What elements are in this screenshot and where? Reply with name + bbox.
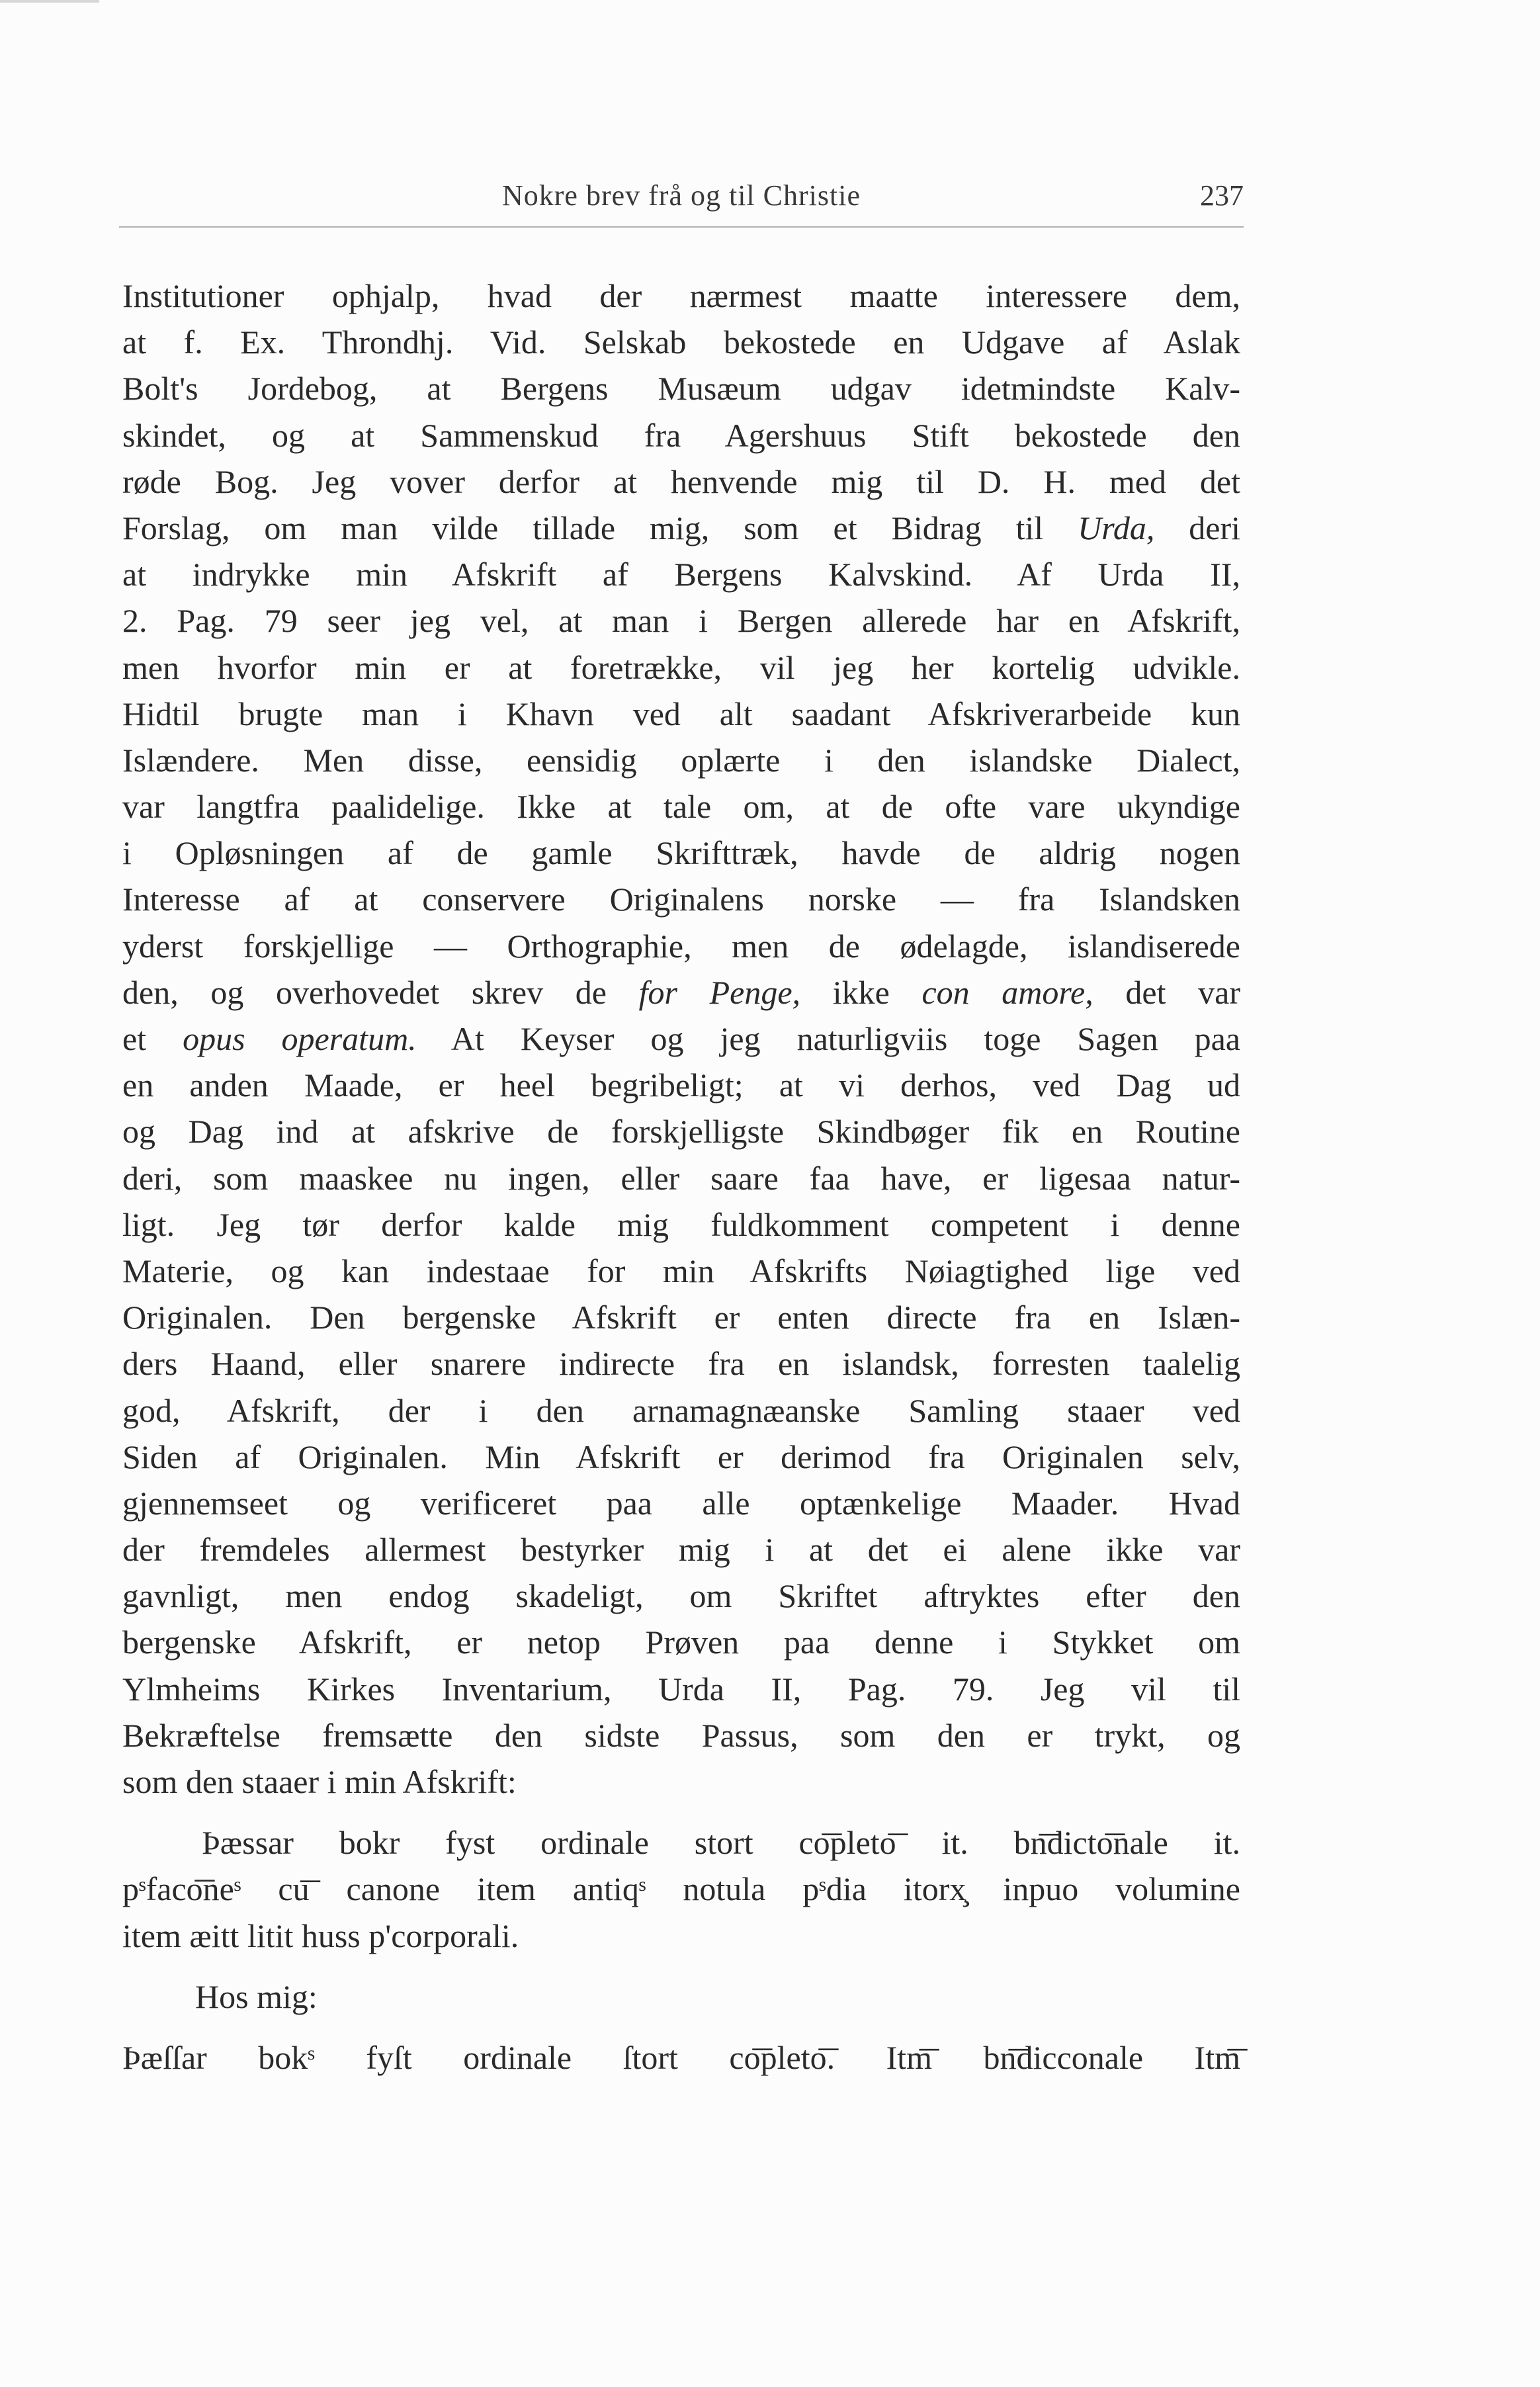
text-line — [122, 1062, 1240, 1108]
text-segment: Hidtil brugte man i Khavn ved alt saadant Afskriverarbeide kun — [122, 695, 1240, 732]
spacer — [122, 1805, 1240, 1819]
text-line — [122, 691, 1240, 737]
text-segment: Islændere. Men disse, eensidig oplærte i den islandske Dialect, — [122, 741, 1240, 779]
italic-text: Urda, — [1078, 509, 1155, 546]
text-line — [122, 458, 1240, 505]
text-segment: At Keyser og jeg naturligviis toge Sagen paa — [416, 1020, 1240, 1057]
text-segment: ligt. Jeg tør derfor kalde mig fuldkomment competent i denne — [122, 1205, 1240, 1243]
text-line — [122, 412, 1240, 458]
text-line — [122, 273, 1240, 319]
text-segment: i Opløsningen af de gamle Skrifttræk, havde de aldrig nogen — [122, 834, 1240, 872]
text-segment: Originalen. Den bergenske Afskrift er enten directe fra en Islæn- — [122, 1299, 1240, 1336]
text-segment: Materie, og kan indestaae for min Afskrifts Nøiagtighed lige ved — [122, 1252, 1240, 1289]
text-line — [122, 1387, 1240, 1434]
text-segment: at indrykke min Afskrift af Bergens Kalvskind. Af Urda II, — [122, 556, 1240, 593]
text-line — [122, 876, 1240, 922]
text-segment: Forslag, om man vilde tillade mig, som et Bidrag til — [122, 509, 1078, 546]
page-number: 237 — [1200, 179, 1244, 212]
text-segment: Interesse af at conservere Originalens norske — fra Islandsken — [122, 881, 1240, 918]
text-line — [122, 1294, 1240, 1340]
text-segment: 2. Pag. 79 seer jeg vel, at man i Bergen allerede har en Afskrift, — [122, 602, 1240, 640]
text-line — [122, 1526, 1240, 1573]
text-line — [122, 551, 1240, 597]
scan-edge-mark — [0, 0, 99, 3]
text-line — [122, 365, 1240, 412]
text-segment: der fremdeles allermest bestyrker mig i at det ei alene ikke var — [122, 1531, 1240, 1569]
quote-line: Þæssar bokr fyst ordinale stort co͞pleto͞ it. bn͞dicto͞nale it. — [202, 1824, 1240, 1862]
italic-text: opus operatum. — [183, 1020, 417, 1057]
text-segment: Bekræftelse fremsætte den sidste Passus, som den er trykt, og — [122, 1716, 1240, 1754]
text-segment: at f. Ex. Throndhj. Vid. Selskab bekostede en Udgave af Aslak — [122, 324, 1240, 361]
header-rule — [119, 226, 1244, 228]
text-segment: som den staaer i min Afskrift: — [122, 1763, 517, 1800]
text-segment: gjennemseet og verificeret paa alle optænkelige Maader. Hvad — [122, 1484, 1240, 1522]
text-line — [122, 1434, 1240, 1480]
spacer — [122, 2020, 1240, 2034]
text-line — [122, 1340, 1240, 1387]
text-segment: yderst forskjellige — Orthographie, men de ødelagde, islandiserede — [122, 927, 1240, 965]
text-segment: det var — [1093, 973, 1240, 1011]
running-head — [119, 179, 1244, 225]
spacer — [122, 1959, 1240, 1974]
quote-line: item æitt litit huss p'corporali. — [122, 1917, 519, 1954]
text-segment: gavnligt, men endog skadeligt, om Skriftet aftryktes efter den — [122, 1577, 1240, 1615]
text-segment: god, Afskrift, der i den arnamagnæanske Samling staaer ved — [122, 1391, 1240, 1429]
italic-text: con amore, — [921, 973, 1093, 1011]
text-segment: Siden af Originalen. Min Afskrift er derimod fra Originalen selv, — [122, 1438, 1240, 1475]
text-line — [122, 597, 1240, 644]
text-line — [122, 644, 1240, 691]
text-line — [122, 969, 1240, 1016]
text-segment: bergenske Afskrift, er netop Prøven paa denne i Stykket om — [122, 1624, 1240, 1661]
text-line — [122, 319, 1240, 365]
text-line — [122, 923, 1240, 969]
text-line — [122, 783, 1240, 830]
text-segment: Bolt's Jordebog, at Bergens Musæum udgav idetmindste Kalv- — [122, 370, 1240, 408]
text-segment: et — [122, 1020, 183, 1057]
text-line — [122, 1248, 1240, 1294]
text-segment: Institutioner ophjalp, hvad der nærmest maatte interessere dem, — [122, 277, 1240, 314]
text-line — [122, 1666, 1240, 1712]
text-segment: ders Haand, eller snarere indirecte fra en islandsk, forresten taalelig — [122, 1345, 1240, 1383]
paragraph — [122, 273, 1240, 1805]
text-line — [122, 1108, 1240, 1154]
text-segment: deri, som maaskee nu ingen, eller saare faa have, er ligesaa natur- — [122, 1159, 1240, 1197]
hos-mig-label: Hos mig: — [195, 1977, 318, 2015]
italic-text: for Penge, — [638, 973, 801, 1011]
text-line — [122, 737, 1240, 783]
text-line — [122, 1201, 1240, 1248]
text-line — [122, 1619, 1240, 1665]
text-segment: den, og overhovedet skrev de — [122, 973, 639, 1011]
text-segment: men hvorfor min er at foretrække, vil jeg her kortelig udvikle. — [122, 648, 1240, 686]
text-line — [122, 1758, 1240, 1805]
text-line — [122, 1016, 1240, 1062]
running-title: Nokre brev frå og til Christie — [502, 179, 861, 212]
text-segment: ikke — [800, 973, 922, 1011]
body-text — [122, 273, 1240, 2081]
text-segment: og Dag ind at afskrive de forskjelligste Skindbøger fik en Routine — [122, 1113, 1240, 1150]
text-segment: skindet, og at Sammenskud fra Agershuus Stift bekostede den — [122, 416, 1240, 454]
text-segment: røde Bog. Jeg vover derfor at henvende mig til D. H. med det — [122, 462, 1240, 500]
text-line — [122, 830, 1240, 876]
text-segment: en anden Maade, er heel begribeligt; at vi derhos, ved Dag ud — [122, 1066, 1240, 1104]
text-line — [122, 1155, 1240, 1201]
text-segment: var langtfra paalidelige. Ikke at tale om, at de ofte vare ukyndige — [122, 788, 1240, 826]
text-line — [122, 505, 1240, 551]
text-segment: Ylmheims Kirkes Inventarium, Urda II, Pag. 79. Jeg vil til — [122, 1670, 1240, 1708]
text-line — [122, 1573, 1240, 1619]
text-segment: deri — [1154, 509, 1241, 546]
text-line — [122, 1712, 1240, 1758]
text-line — [122, 1480, 1240, 1526]
quote-line-own: Þæſſar bokˢ fyſt ordinale ſtort co͞pleto͞. Itm͞ bn͞dicconale Itm͞ — [122, 2038, 1240, 2076]
quote-line: pˢfaco͞neˢ cu͞ canone item antiqˢ notula pˢdia itorx̧ inpuo volumine — [122, 1870, 1240, 1908]
